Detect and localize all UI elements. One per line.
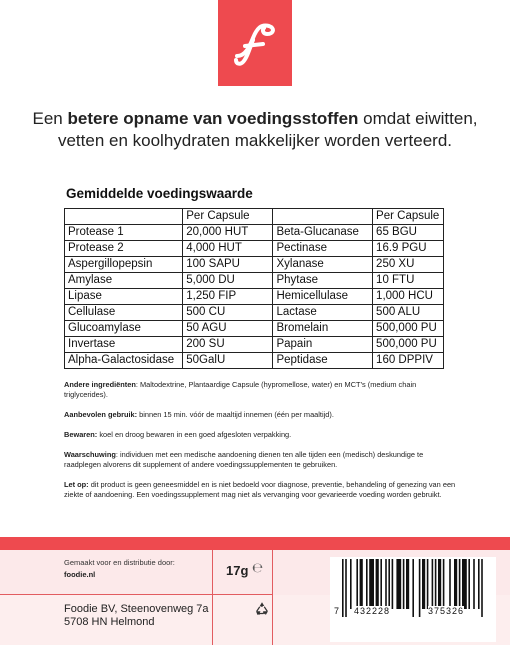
barcode-bar xyxy=(438,559,441,609)
note-paragraph xyxy=(64,410,456,420)
barcode-bar xyxy=(478,559,480,609)
note-text: koel en droog bewaren in een goed afgesloten verpakking. xyxy=(99,430,292,439)
intro-part2: omdat eiwitten, vetten en koolhydraten makkelijker worden verteerd. xyxy=(57,109,478,150)
table-cell: 20,000 HUT xyxy=(183,225,273,241)
footer-red-band xyxy=(0,537,510,550)
table-cell: Per Capsule xyxy=(373,209,444,225)
barcode-bar xyxy=(427,559,429,609)
table-cell: 100 SAPU xyxy=(183,257,273,273)
table-cell: Cellulase xyxy=(65,305,183,321)
table-cell: 65 BGU xyxy=(373,225,444,241)
note-separator: : xyxy=(135,380,140,389)
table-cell: Lactase xyxy=(273,305,373,321)
barcode-bar xyxy=(462,559,467,609)
table-row xyxy=(65,241,444,257)
table-cell: 500 CU xyxy=(183,305,273,321)
table-cell: 250 XU xyxy=(373,257,444,273)
barcode-bar xyxy=(360,559,363,609)
barcode xyxy=(330,557,496,642)
barcode-bar xyxy=(454,559,457,609)
table-cell: Phytase xyxy=(273,273,373,289)
table-row xyxy=(65,225,444,241)
table-cell: Per Capsule xyxy=(183,209,273,225)
barcode-bar xyxy=(419,559,421,617)
barcode-bar xyxy=(342,559,344,617)
table-cell: Peptidase xyxy=(273,353,373,369)
barcode-bar xyxy=(385,559,387,609)
table-row xyxy=(65,257,444,273)
table-row xyxy=(65,289,444,305)
table-cell: Lipase xyxy=(65,289,183,305)
table-cell: 200 SU xyxy=(183,337,273,353)
table-cell: Amylase xyxy=(65,273,183,289)
barcode-bar xyxy=(443,559,445,609)
table-cell: Papain xyxy=(273,337,373,353)
recycle-icon xyxy=(253,600,271,618)
table-row xyxy=(65,273,444,289)
table-cell: Protease 2 xyxy=(65,241,183,257)
table-cell: 160 DPPIV xyxy=(373,353,444,369)
brand-logo xyxy=(218,0,292,86)
table-cell: 1,000 HCU xyxy=(373,289,444,305)
barcode-bar xyxy=(473,559,475,609)
table-cell xyxy=(273,209,373,225)
table-cell: Xylanase xyxy=(273,257,373,273)
barcode-bar xyxy=(388,559,390,609)
address-line-1: Foodie BV, Steenovenweg 7a xyxy=(64,603,209,615)
note-paragraph xyxy=(64,480,456,500)
note-label: Bewaren: xyxy=(64,430,98,439)
table-title: Gemiddelde voedingswaarde xyxy=(66,186,253,201)
barcode-bar xyxy=(356,559,358,609)
foodie-f-logo-icon xyxy=(227,18,283,68)
company-address xyxy=(64,603,209,629)
net-weight: 17g xyxy=(226,563,249,578)
table-cell: Aspergillopepsin xyxy=(65,257,183,273)
barcode-bar xyxy=(432,559,434,609)
barcode-digits-left: 432228 xyxy=(354,606,391,616)
barcode-bar xyxy=(435,559,437,609)
address-line-2: 5708 HN Helmond xyxy=(64,616,155,628)
table-cell: Hemicellulase xyxy=(273,289,373,305)
note-text: Maltodextrine, Plantaardige Capsule (hypromellose, water) en MCT's (medium chain triglycerides). xyxy=(64,380,417,399)
barcode-bar xyxy=(403,559,405,609)
barcode-digit-first: 7 xyxy=(334,606,340,616)
footer-divider-v2 xyxy=(272,550,273,645)
table-cell: Pectinase xyxy=(273,241,373,257)
barcode-bar xyxy=(412,559,414,617)
note-label: Aanbevolen gebruik: xyxy=(64,410,138,419)
made-by-label: Gemaakt voor en distributie door: xyxy=(64,558,175,567)
barcode-bar xyxy=(422,559,425,609)
table-row xyxy=(65,337,444,353)
footer-divider-v1 xyxy=(212,550,213,645)
barcode-digits-right: 375326 xyxy=(428,606,465,616)
table-cell: Bromelain xyxy=(273,321,373,337)
table-cell: 1,250 FIP xyxy=(183,289,273,305)
note-paragraph xyxy=(64,430,456,440)
table-cell: Invertase xyxy=(65,337,183,353)
table-cell: 10 FTU xyxy=(373,273,444,289)
barcode-bar xyxy=(376,559,379,609)
note-separator: : xyxy=(115,450,120,459)
barcode-bar xyxy=(406,559,409,609)
barcode-bar xyxy=(392,559,394,609)
intro-part1: Een xyxy=(32,109,68,128)
website-link[interactable]: foodie.nl xyxy=(64,570,96,579)
table-cell: Glucoamylase xyxy=(65,321,183,337)
table-cell: 500,000 PU xyxy=(373,337,444,353)
notes-section xyxy=(64,380,456,510)
barcode-bar xyxy=(350,559,352,609)
table-cell: 500,000 PU xyxy=(373,321,444,337)
nutrition-table xyxy=(64,208,444,369)
table-cell: 500 ALU xyxy=(373,305,444,321)
barcode-bar xyxy=(380,559,382,609)
table-row xyxy=(65,321,444,337)
table-cell: 16.9 PGU xyxy=(373,241,444,257)
note-label: Waarschuwing xyxy=(64,450,116,459)
table-row xyxy=(65,353,444,369)
table-header-row xyxy=(65,209,444,225)
intro-bold: betere opname van voedingsstoffen xyxy=(67,109,359,128)
estimated-sign: ℮ xyxy=(252,561,264,576)
note-text: binnen 15 min. vóór de maaltijd innemen (één per maaltijd). xyxy=(139,410,334,419)
barcode-bar xyxy=(459,559,461,609)
table-cell: Beta-Glucanase xyxy=(273,225,373,241)
table-cell: Protease 1 xyxy=(65,225,183,241)
table-cell: 4,000 HUT xyxy=(183,241,273,257)
table-row xyxy=(65,305,444,321)
intro-text xyxy=(30,108,480,152)
note-text: dit product is geen geneesmiddel en is niet bedoeld voor diagnose, preventie, behandeling of genezing van een ziekte of aandoening. Een voedingssupplement mag niet als vervanging voor gevarieerde voeding worden gebruikt. xyxy=(64,480,456,499)
table-cell xyxy=(65,209,183,225)
table-cell: 5,000 DU xyxy=(183,273,273,289)
note-paragraph xyxy=(64,450,456,470)
barcode-bar xyxy=(468,559,470,609)
barcode-bar xyxy=(366,559,368,609)
barcode-bar xyxy=(345,559,347,617)
barcode-bar xyxy=(396,559,401,609)
barcode-bar xyxy=(369,559,374,609)
barcode-bar xyxy=(481,559,483,617)
table-cell: 50 AGU xyxy=(183,321,273,337)
table-cell: Alpha-Galactosidase xyxy=(65,353,183,369)
note-paragraph xyxy=(64,380,456,400)
note-label: Let op: xyxy=(64,480,89,489)
footer-divider-h xyxy=(0,594,272,595)
note-label: Andere ingrediënten xyxy=(64,380,136,389)
table-cell: 50GalU xyxy=(183,353,273,369)
note-text: individuen met een medische aandoening dienen ten alle tijden een (medisch) deskundige te raadplegen alvorens dit supplement of andere voedingssupplementen te gebruiken. xyxy=(64,450,424,469)
barcode-bar xyxy=(449,559,451,609)
